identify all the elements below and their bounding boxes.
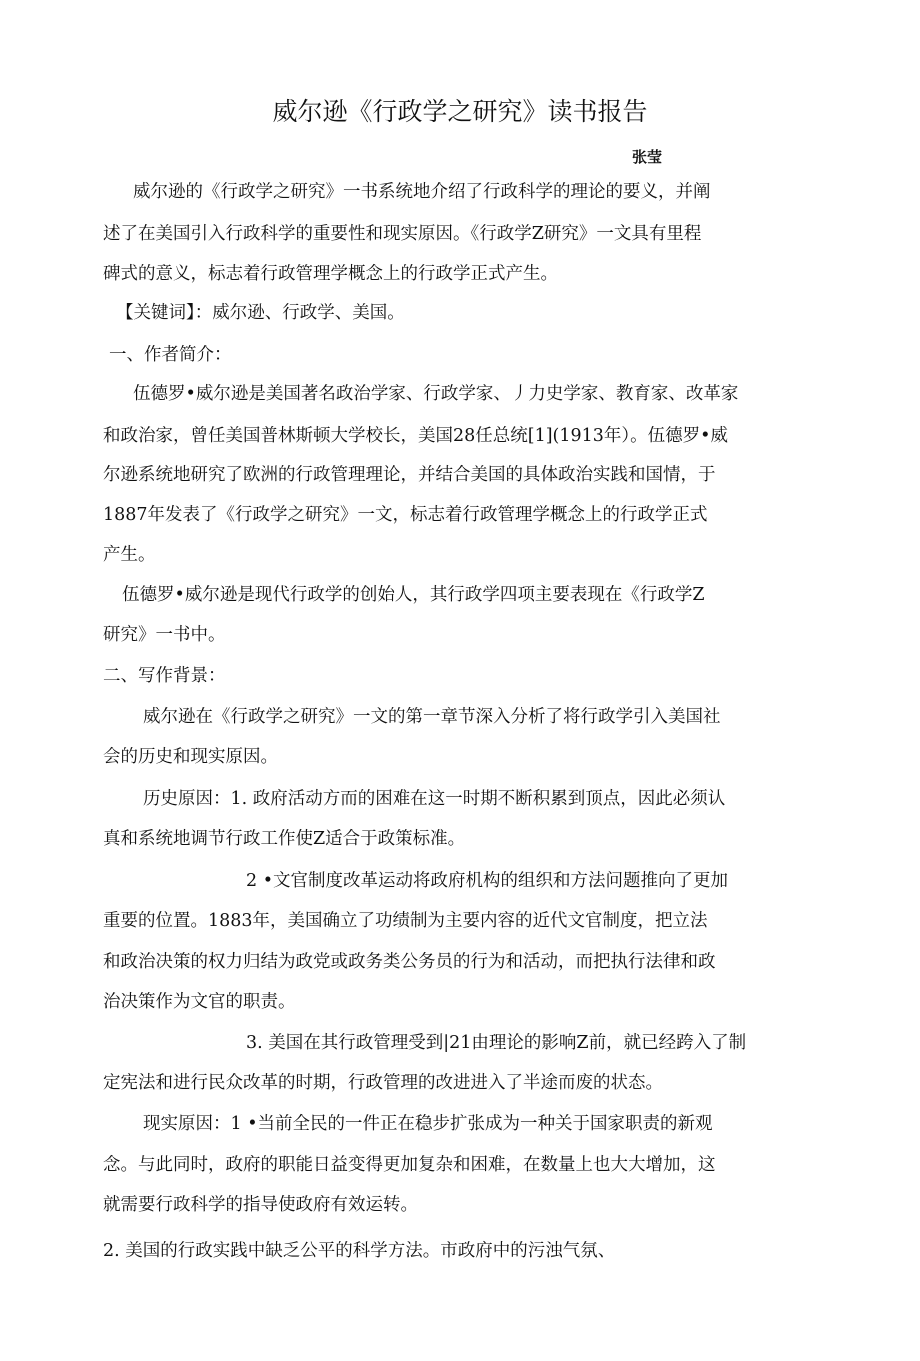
paragraph-line: 产生。 [103, 545, 156, 565]
paragraph-line: 3. 美国在其行政管理受到|21由理论的影响Z前，就已经跨入了制 [246, 1033, 747, 1053]
paragraph-line: 1887年发表了《行政学之研究》一文，标志着行政管理学概念上的行政学正式 [103, 505, 708, 525]
section-heading: 二、写作背景： [103, 666, 226, 686]
paragraph-line: 伍德罗•威尔逊是现代行政学的创始人，其行政学四项主要表现在《行政学Z [122, 585, 705, 605]
paragraph-line: 现实原因：1 •当前全民的一件正在稳步扩张成为一种关于国家职责的新观 [143, 1114, 713, 1134]
paragraph-line: 碑式的意义，标志着行政管理学概念上的行政学正式产生。 [103, 264, 558, 284]
paragraph-line: 尔逊系统地研究了欧洲的行政管理理论，并结合美国的具体政治实践和国情，于 [103, 465, 716, 485]
paragraph-line: 历史原因：1. 政府活动方而的困难在这一时期不断积累到顶点，因此必须认 [143, 789, 726, 809]
paragraph-line: 真和系统地调节行政工作使Z适合于政策标准。 [103, 829, 466, 849]
paragraph-line: 2 •文官制度改革运动将政府机构的组织和方法问题推向了更加 [246, 871, 729, 891]
paragraph-line: 治决策作为文官的职责。 [103, 992, 296, 1012]
paragraph-line: 研究》一书中。 [103, 625, 226, 645]
paragraph-line: 述了在美国引入行政科学的重要性和现实原因。《行政学Z研究》一文具有里程 [103, 224, 702, 244]
paragraph-line: 和政治家，曾任美国普林斯顿大学校长，美国28任总统[1](1913年）。伍德罗•威 [103, 426, 728, 446]
paragraph-line: 定宪法和进行民众改革的时期，行政管理的改进进入了半途而废的状态。 [103, 1073, 663, 1093]
document-title: 威尔逊《行政学之研究》读书报告 [272, 97, 648, 126]
paragraph-line: 重要的位置。1883年，美国确立了功绩制为主要内容的近代文官制度，把立法 [103, 911, 708, 931]
paragraph-line: 2. 美国的行政实践中缺乏公平的科学方法。市政府中的污浊气氛、 [103, 1241, 616, 1261]
paragraph-line: 威尔逊的《行政学之研究》一书系统地介绍了行政科学的理论的要义，并阐 [133, 182, 711, 202]
paragraph-line: 会的历史和现实原因。 [103, 747, 278, 767]
paragraph-line: 伍德罗•威尔逊是美国著名政治学家、行政学家、丿力史学家、教育家、改革家 [133, 384, 739, 404]
paragraph-line: 念。与此同时，政府的职能日益变得更加复杂和困难，在数量上也大大增加，这 [103, 1155, 716, 1175]
document-author: 张莹 [632, 148, 663, 166]
keywords-line: 【关键词】：威尔逊、行政学、美国。 [116, 303, 405, 323]
paragraph-line: 就需要行政科学的指导使政府有效运转。 [103, 1195, 418, 1215]
paragraph-line: 威尔逊在《行政学之研究》一文的第一章节深入分析了将行政学引入美国社 [143, 707, 721, 727]
paragraph-line: 和政治决策的权力归结为政党或政务类公务员的行为和活动，而把执行法律和政 [103, 952, 716, 972]
section-heading: 一、作者简介： [109, 345, 232, 365]
